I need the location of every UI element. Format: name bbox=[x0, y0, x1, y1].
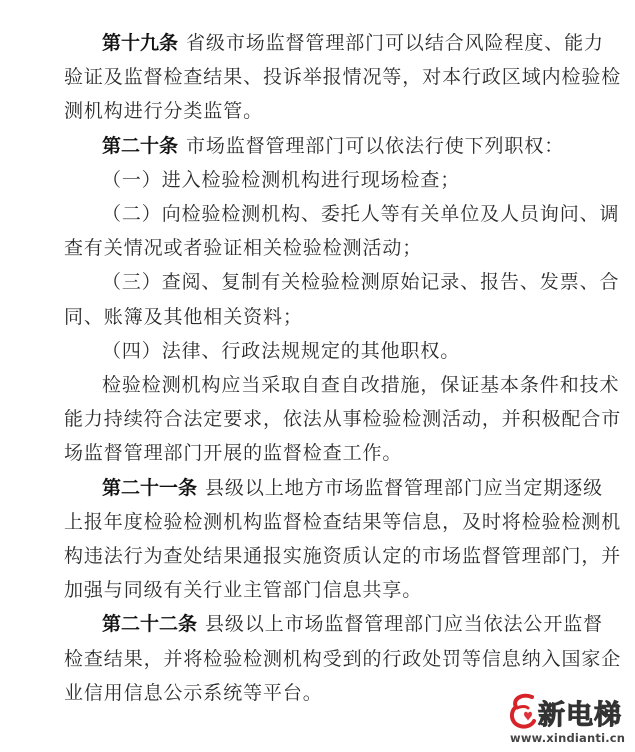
article-heading: 第二十条 bbox=[102, 134, 179, 157]
list-item-continued: 查有关情况或者验证相关检验检测活动； bbox=[64, 237, 423, 260]
article-heading: 第十九条 bbox=[102, 32, 179, 54]
article-19 bbox=[64, 26, 622, 129]
heart-e-logo-icon bbox=[508, 693, 538, 731]
article-line: 第二十一条 县级以上地方市场监督管理部门应当定期逐级 bbox=[102, 476, 604, 499]
article-line: 第二十条 市场监督管理部门可以依法行使下列职权： bbox=[102, 134, 565, 157]
list-item: （三）查阅、复制有关检验检测原始记录、报告、发票、合 bbox=[102, 271, 620, 294]
article-heading: 第二十一条 bbox=[102, 476, 198, 499]
article-line: 上报年度检验检测机构监督检查结果等信息，及时将检验检测机 bbox=[64, 510, 622, 533]
article-line: 第二十二条 县级以上市场监督管理部门应当依法公开监督 bbox=[102, 613, 604, 636]
article-line: 测机构进行分类监管。 bbox=[64, 100, 264, 123]
article-line: 业信用信息公示系统等平台。 bbox=[64, 681, 323, 704]
article-line: 检查结果，并将检验检测机构受到的行政处罚等信息纳入国家企 bbox=[64, 647, 622, 670]
article-21 bbox=[64, 471, 622, 608]
article-line: 构违法行为查处结果通报实施资质认定的市场监督管理部门，并 bbox=[64, 545, 622, 568]
article-line: 加强与同级有关行业主管部门信息共享。 bbox=[64, 579, 423, 602]
list-item-continued: 同、账簿及其他相关资料； bbox=[64, 305, 303, 328]
article-line: 第十九条 省级市场监督管理部门可以结合风险程度、能力 bbox=[102, 32, 604, 54]
article-22 bbox=[64, 607, 622, 710]
article-line: 验证及监督检查结果、投诉举报情况等，对本行政区域内检验检 bbox=[64, 66, 622, 89]
article-heading: 第二十二条 bbox=[102, 613, 198, 636]
closing-paragraph-line: 能力持续符合法定要求，依法从事检验检测活动，并积极配合市 bbox=[64, 408, 622, 431]
article-20 bbox=[64, 129, 622, 471]
list-item: （四）法律、行政法规规定的其他职权。 bbox=[102, 339, 461, 362]
watermark bbox=[508, 693, 635, 752]
closing-paragraph-line: 场监督管理部门开展的监督检查工作。 bbox=[64, 442, 403, 465]
closing-paragraph-line: 检验检测机构应当采取自查自改措施，保证基本条件和技术 bbox=[102, 374, 620, 397]
watermark-url: www.xindianti.cn bbox=[510, 731, 626, 745]
list-item: （一）进入检验检测机构进行现场检查； bbox=[102, 168, 461, 191]
list-item: （二）向检验检测机构、委托人等有关单位及人员询问、调 bbox=[102, 203, 620, 226]
watermark-brand-name: 新电梯 bbox=[538, 700, 622, 731]
document-page bbox=[64, 26, 622, 710]
